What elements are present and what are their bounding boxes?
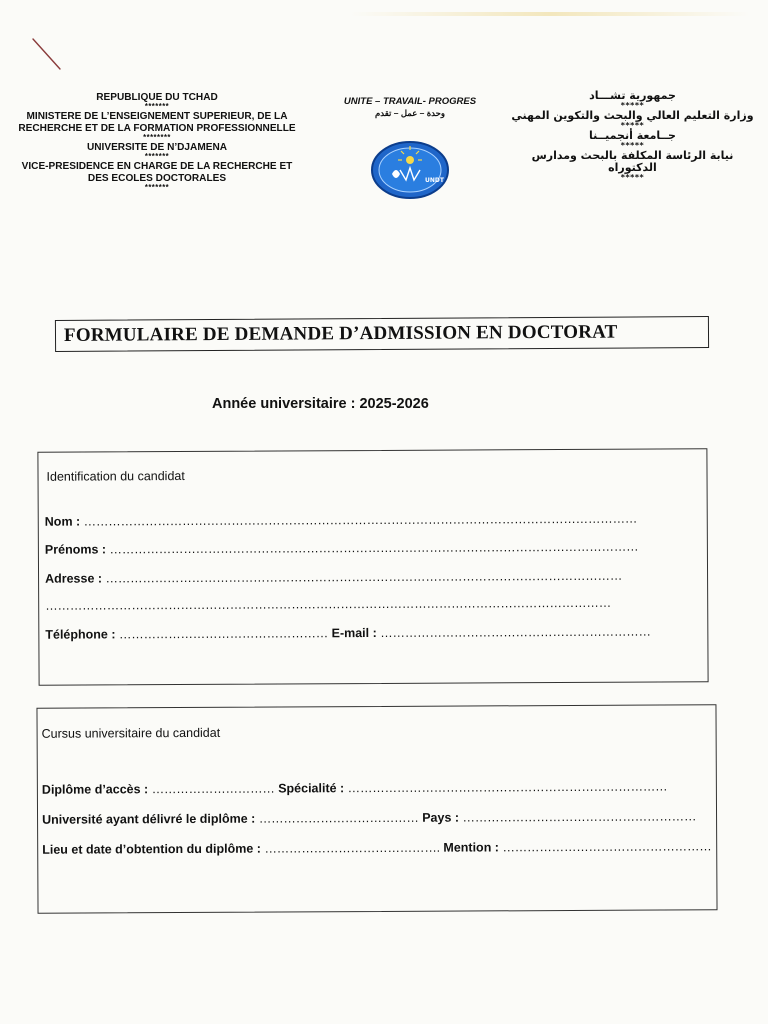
seal-text: UNDT <box>425 177 444 184</box>
separator-stars: ***** <box>620 173 645 182</box>
diplome-label: Diplôme d’accès : <box>41 782 149 797</box>
prenoms-field[interactable] <box>45 540 639 557</box>
email-label: E-mail : <box>331 625 377 641</box>
national-motto: UNITE – TRAVAIL- PROGRES <box>343 96 477 107</box>
telephone-label: Téléphone : <box>45 627 116 642</box>
university-name-arabic: جــامعة أنجميــنا <box>589 129 676 142</box>
mention-label: Mention : <box>443 840 499 855</box>
nom-label: Nom : <box>44 514 81 529</box>
university-seal-logo <box>370 140 450 200</box>
separator-stars: ***** <box>620 101 645 110</box>
specialite-label: Spécialité : <box>278 781 345 796</box>
lieu-date-label: Lieu et date d’obtention du diplôme : <box>42 841 261 857</box>
telephone-blank[interactable]: …………………………………………… <box>118 626 329 642</box>
universite-label: Université ayant délivré le diplôme : <box>42 811 256 827</box>
academic-year: Année universitaire : 2025-2026 <box>212 396 429 412</box>
form-title-box <box>55 316 709 352</box>
nom-blank[interactable]: ……………………………………………………………………………………………………………………… <box>83 511 638 529</box>
pays-label: Pays : <box>422 810 460 825</box>
diplome-field[interactable] <box>42 779 668 796</box>
separator-stars: ******* <box>144 183 170 192</box>
mention-blank[interactable]: …………………………………………… <box>502 839 712 855</box>
adresse-blank[interactable]: ……………………………………………………………………………………………………………… <box>105 568 623 586</box>
vice-presidence-name: VICE-PRESIDENCE EN CHARGE DE LA RECHERCHE ET DES ECOLES DOCTORALES <box>21 160 293 184</box>
republic-name-arabic: جمهورية تشـــاد <box>589 89 676 102</box>
separator-stars: ***** <box>620 141 645 150</box>
diplome-blank[interactable]: ………………………… <box>151 781 275 797</box>
ministry-name-arabic: وزارة التعليم العالي والبحث والتكوين المهني <box>511 109 754 122</box>
separator-stars: ******* <box>144 152 170 161</box>
adresse-label: Adresse : <box>45 571 103 586</box>
specialite-blank[interactable]: …………………………………………………………………… <box>347 779 668 796</box>
university-name: UNIVERSITE DE N’DJAMENA <box>86 141 228 153</box>
section-title: Identification du candidat <box>46 468 185 484</box>
separator-stars: ***** <box>620 121 645 130</box>
header-left <box>18 91 296 191</box>
national-motto-arabic: وحدة – عمل – تقدم <box>375 108 445 118</box>
form-title: FORMULAIRE DE DEMANDE D’ADMISSION EN DOCTORAT <box>63 321 618 346</box>
identification-section <box>37 448 708 686</box>
prenoms-label: Prénoms : <box>44 542 107 557</box>
prenoms-blank[interactable]: ………………………………………………………………………………………………………………… <box>109 539 639 557</box>
pays-blank[interactable]: ………………………………………………… <box>462 809 697 825</box>
section-title: Cursus universitaire du candidat <box>41 725 221 741</box>
adresse-field[interactable] <box>45 569 622 586</box>
separator-stars: ******* <box>144 102 170 111</box>
lieu-date-blank[interactable]: ……………………………………. <box>264 840 440 856</box>
contact-field[interactable] <box>45 625 651 642</box>
pen-mark <box>30 36 70 76</box>
universite-blank[interactable]: ………………………………… <box>258 810 419 826</box>
separator-stars: ******** <box>143 133 171 142</box>
adresse-line2-field[interactable] <box>45 596 611 613</box>
header-right <box>510 90 755 182</box>
cursus-section <box>36 704 717 914</box>
republic-name: REPUBLIQUE DU TCHAD <box>96 91 218 103</box>
nom-field[interactable] <box>45 512 637 529</box>
scan-tint <box>350 12 750 16</box>
email-blank[interactable]: ………………………………………………………… <box>380 624 651 640</box>
ministry-name: MINISTERE DE L’ENSEIGNEMENT SUPERIEUR, DE LA RECHERCHE ET DE LA FORMATION PROFESSIONNELLE <box>18 110 296 134</box>
universite-field[interactable] <box>42 809 696 826</box>
adresse-blank-line2[interactable]: ………………………………………………………………………………………………………………………… <box>45 595 612 613</box>
header-center <box>330 96 490 119</box>
vice-presidence-name-arabic: نيابة الرئاسة المكلفة بالبحث ومدارس الدكتوراه <box>531 149 734 174</box>
lieu-date-field[interactable] <box>42 839 711 857</box>
